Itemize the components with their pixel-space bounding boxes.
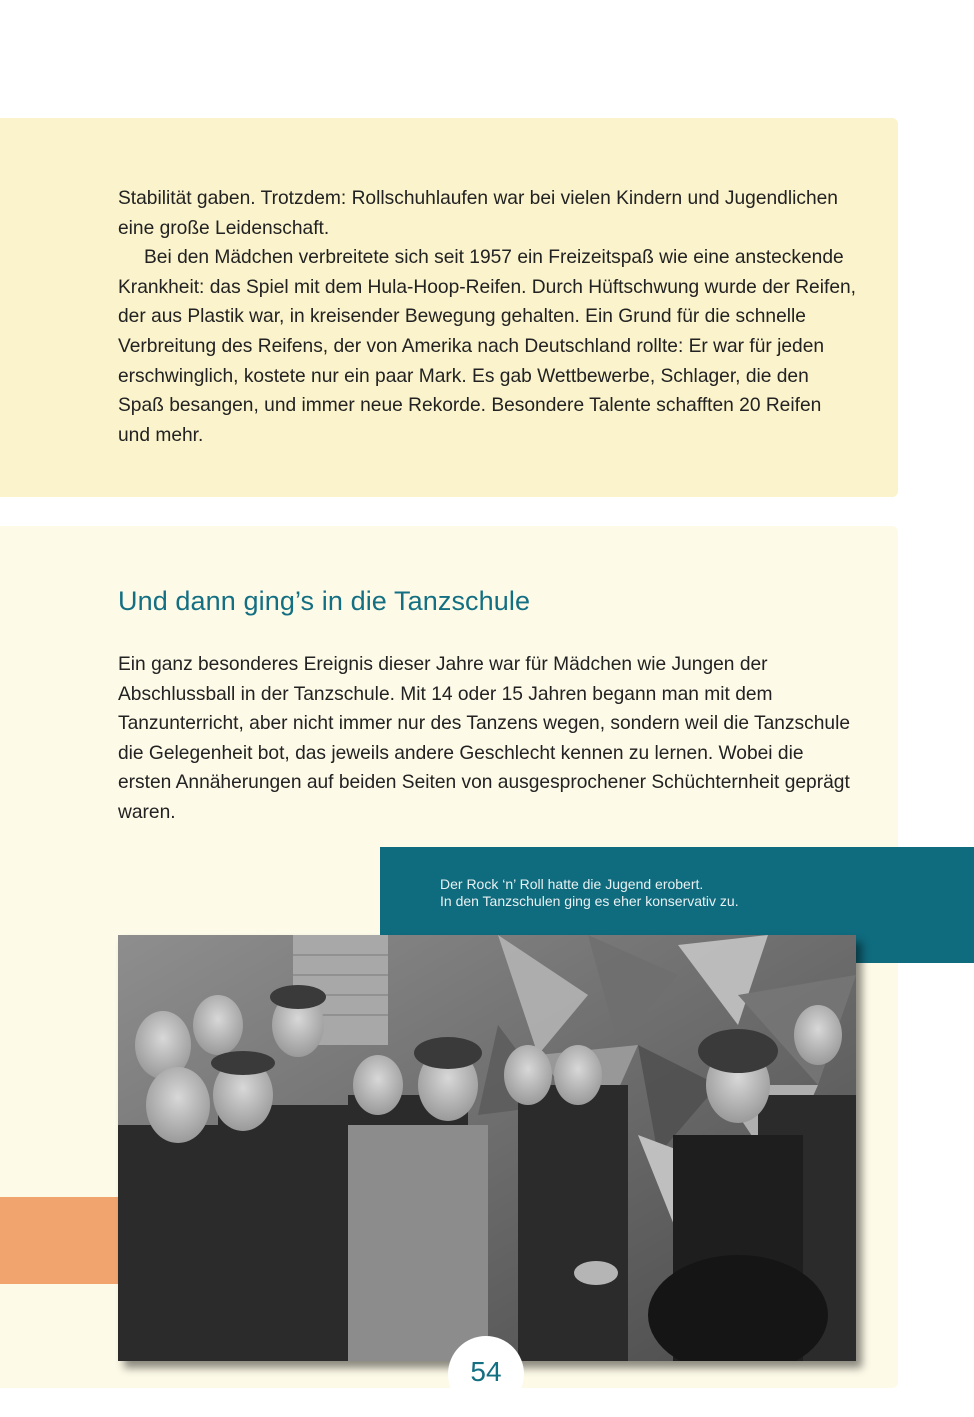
orange-accent-block — [0, 1197, 130, 1284]
page-number: 54 — [448, 1336, 524, 1412]
top-paragraph-1: Stabilität gaben. Trotzdem: Rollschuhlaufen war bei vielen Kindern und Jugendlichen eine große Leidenschaft. — [118, 188, 838, 239]
photo-caption — [440, 876, 739, 910]
dance-school-photo — [118, 935, 856, 1361]
caption-line-1: Der Rock ‘n’ Roll hatte die Jugend erobert. — [440, 876, 704, 892]
photo-illustration — [118, 935, 856, 1361]
section-paragraph: Ein ganz besonderes Ereignis dieser Jahre war für Mädchen wie Jungen der Abschlussball in der Tanzschule. Mit 14 oder 15 Jahren begann man mit dem Tanzunterricht, aber nicht immer nur des Tanzens wegen, sondern weil die Tanzschule die Gelegenheit bot, das jeweils andere Geschlecht kennen zu lernen. Wobei die ersten Annäherungen auf beiden Seiten von ausgesprochener Schüchternheit geprägt waren. — [118, 654, 851, 823]
section-text-block — [118, 650, 858, 828]
top-paragraph-2: Bei den Mädchen verbreitete sich seit 1957 ein Freizeitspaß wie eine ansteckende Krankheit: das Spiel mit dem Hula-Hoop-Reifen. Durch Hüftschwung wurde der Reifen, der aus Plastik war, in kreisender Bewegung gehalten. Ein Grund für die schnelle Verbreitung des Reifens, der von Amerika nach Deutschland rollte: Er war für jeden erschwinglich, kostete nur ein paar Mark. Es gab Wettbewerbe, Schlager, die den Spaß besangen, und immer neue Rekorde. Besondere Talente schafften 20 Reifen und mehr. — [118, 247, 856, 446]
caption-line-2: In den Tanzschulen ging es eher konservativ zu. — [440, 893, 739, 909]
section-heading: Und dann ging’s in die Tanzschule — [118, 586, 531, 616]
top-text-block — [118, 184, 858, 450]
